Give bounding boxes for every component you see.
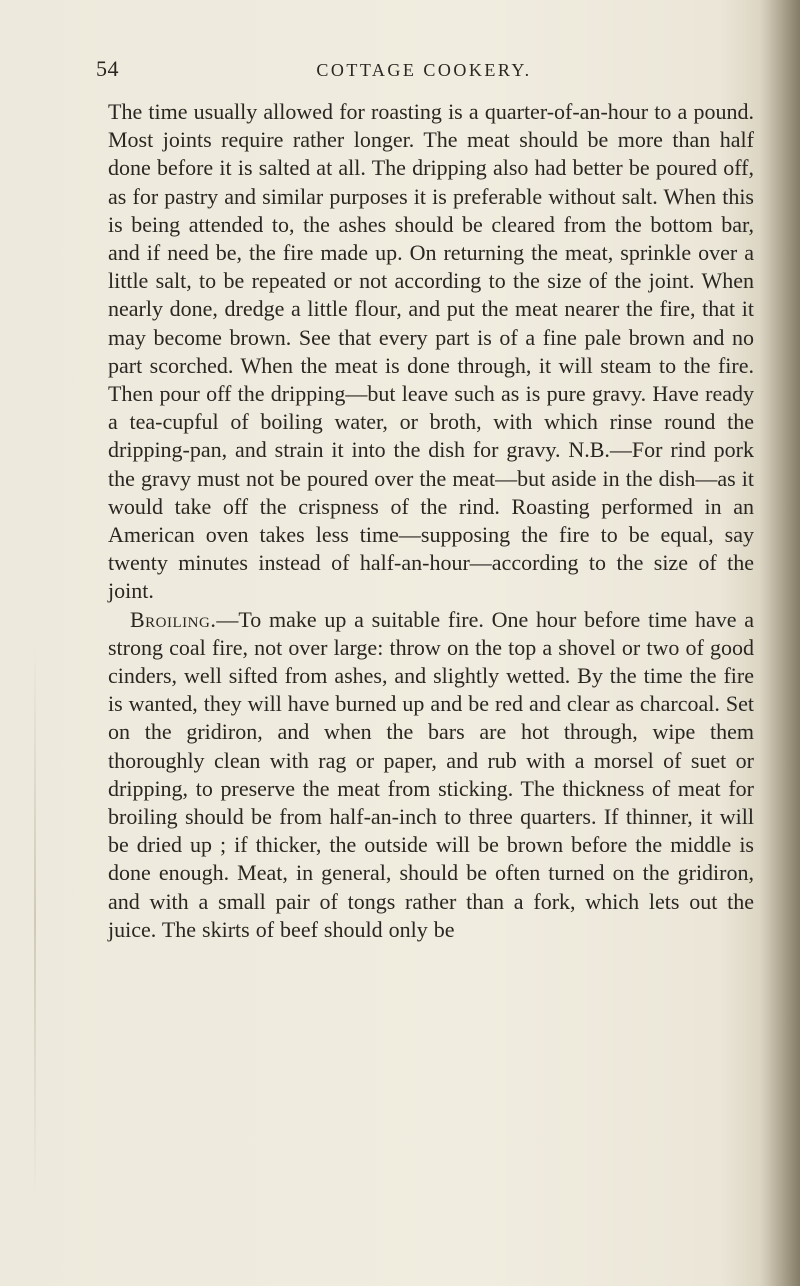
broiling-heading: Broiling. xyxy=(130,606,217,632)
paragraph-roasting: The time usually allowed for roasting is a quarter-of-an-hour to a pound. Most joints require rather longer. The meat should be more than half done before it is salted at all. The dripping also had better be poured off, as for pastry and similar purposes it is preferable without salt. When this is being attended to, the ashes should be cleared from the bottom bar, and if need be, the fire made up. On returning the meat, sprinkle over a little salt, to be repeated or not according to the size of the joint. When nearly done, dredge a little flour, and put the meat nearer the fire, that it may become brown. See that every part is of a fine pale brown and no part scorched. When the meat is done through, it will steam to the fire. Then pour off the dripping—but leave such as is pure gravy. Have ready a tea-cupful of boiling water, or broth, with which rinse round the dripping-pan, and strain it into the dish for gravy. N.B.—For rind pork the gravy must not be poured over the meat—but aside in the dish—as it would take off the crispness of the rind. Roasting performed in an American oven takes less time—supposing the fire to be equal, say twenty minutes instead of half-an-hour—according to the size of the joint. xyxy=(108,99,754,604)
broiling-text: —To make up a suitable fire. One hour before time have a strong coal fire, not over large: throw on the top a shovel or two of good cinders, well sifted from ashes, and slightly wetted. By the time the fire is wanted, they will have burned up and be red and clear as charcoal. Set on the gridiron, and when the bars are hot through, wipe them thoroughly clean with rag or paper, and rub with a morsel of suet or dripping, to preserve the meat from sticking. The thickness of meat for broiling should be from half-an-inch to three quarters. If thinner, it will be dried up ; if thicker, the outside will be brown before the middle is done enough. Meat, in general, should be often turned on the gridiron, and with a small pair of tongs rather than a fork, which lets out the juice. The skirts of beef should only be xyxy=(108,606,754,942)
page-number: 54 xyxy=(96,56,119,81)
margin-stain xyxy=(34,640,36,1200)
spine-shadow xyxy=(760,0,800,1286)
page-header xyxy=(96,56,752,86)
paragraph-broiling xyxy=(108,606,754,944)
body-text xyxy=(108,98,754,944)
running-head: COTTAGE COOKERY. xyxy=(316,60,532,80)
